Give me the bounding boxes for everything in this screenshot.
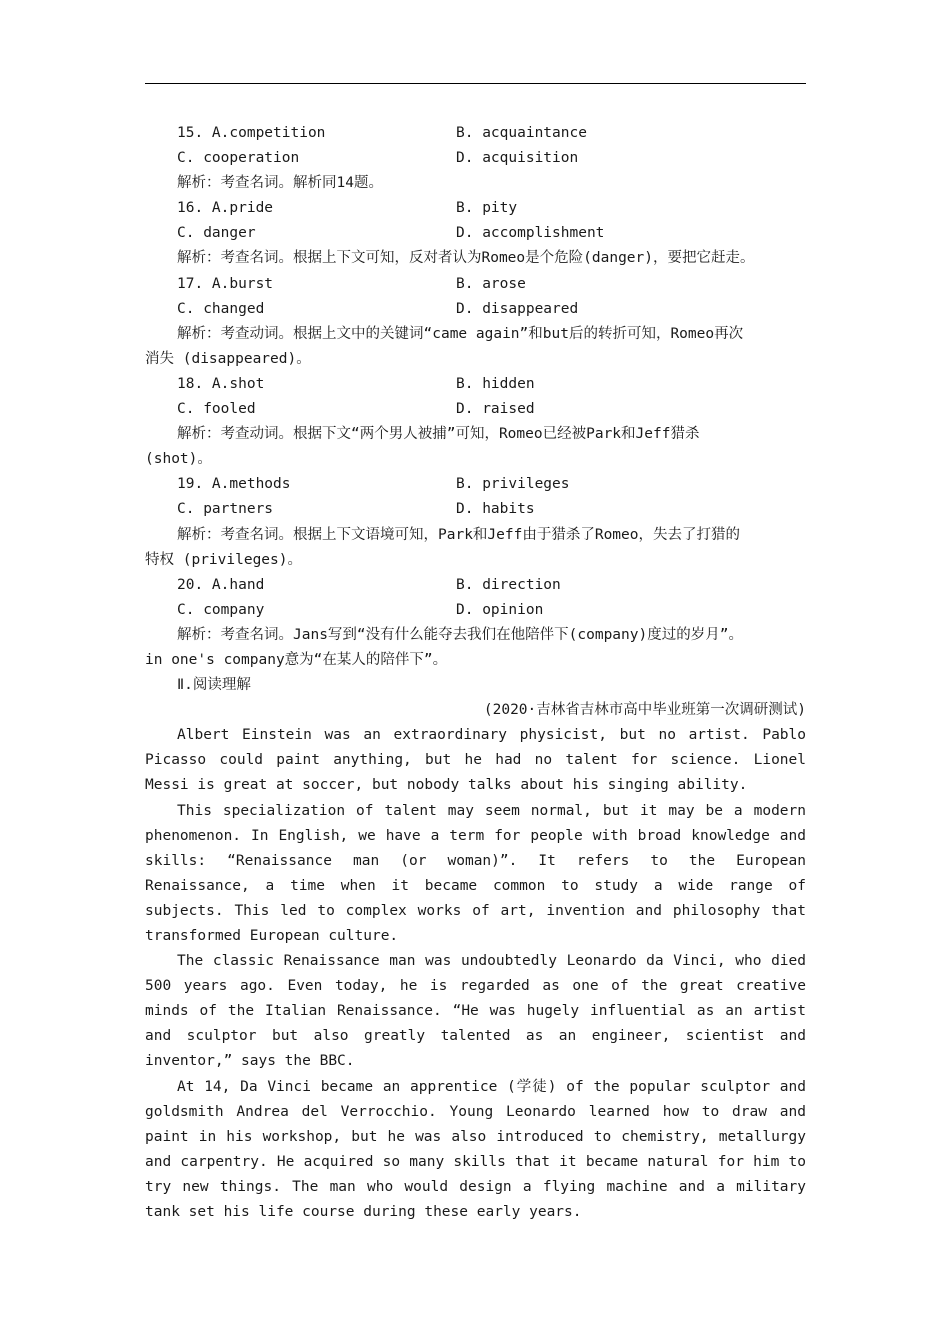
analysis-15: 解析：考查名词。解析同14题。 <box>177 175 383 192</box>
option-b: B. pity <box>456 200 518 217</box>
question-16-row-1 <box>145 196 806 221</box>
analysis-18-line-2: (shot)。 <box>145 451 212 468</box>
option-b: B. acquaintance <box>456 125 587 141</box>
question-17-row-1 <box>145 272 806 297</box>
question-15-row-1 <box>145 121 806 146</box>
option-b: B. privileges <box>456 476 570 493</box>
question-20-row-1 <box>145 573 806 598</box>
reading-paragraph: At 14, Da Vinci became an apprentice (学徒) of the popular sculptor and goldsmith Andrea del Verrocchio. Young Leonardo learned how to draw and paint in his workshop, but he was also introduced to chemistry, metallurgy and carpentry. He acquired so many skills that it became natural for him to try new things. The man who would design a flying machine and a military tank set his life course during these early years. <box>145 1078 806 1221</box>
analysis-20-line-1: 解析：考查名词。Jans写到“没有什么能夺去我们在他陪伴下(company)度过的岁月”。 <box>177 626 743 643</box>
option-d: D. accomplishment <box>456 225 605 242</box>
analysis-20-line-2: in one's company意为“在某人的陪伴下”。 <box>145 651 448 668</box>
question-17-row-2 <box>145 297 806 322</box>
option-b: B. hidden <box>456 375 535 392</box>
option-c: C. fooled <box>177 401 256 418</box>
question-20-row-2 <box>145 598 806 623</box>
option-a: 20. A.hand <box>177 576 265 593</box>
option-c: C. changed <box>177 300 265 317</box>
option-a: 18. A.shot <box>177 375 265 392</box>
analysis-19-line-1: 解析：考查名词。根据上下文语境可知，Park和Jeff由于猎杀了Romeo，失去了打猎的 <box>177 526 740 543</box>
option-b: B. arose <box>456 275 526 292</box>
option-c: C. company <box>177 601 265 618</box>
page-content <box>145 121 806 1225</box>
option-c: C. cooperation <box>177 150 300 167</box>
source-citation: (2020·吉林省吉林市高中毕业班第一次调研测试) <box>483 702 806 719</box>
analysis-17-line-1: 解析：考查动词。根据上文中的关键词“came again”和but后的转折可知，Romeo再次 <box>177 325 744 342</box>
analysis-19-line-2: 特权 (privileges)。 <box>145 551 302 568</box>
option-d: D. habits <box>456 501 535 518</box>
option-b: B. direction <box>456 576 561 593</box>
reading-paragraph: Albert Einstein was an extraordinary physicist, but no artist. Pablo Picasso could paint anything, but he had no talent for science. Lionel Messi is great at soccer, but nobody talks about his singing ability. <box>145 727 806 794</box>
analysis-16: 解析：考查名词。根据上下文可知，反对者认为Romeo是个危险(danger)，要把它赶走。 <box>177 250 755 267</box>
question-19-row-1 <box>145 472 806 497</box>
option-a: 15. A.competition <box>177 125 326 141</box>
option-c: C. partners <box>177 501 274 518</box>
option-a: 17. A.burst <box>177 275 274 292</box>
header-rule <box>145 83 806 84</box>
option-d: D. disappeared <box>456 300 579 317</box>
option-a: 16. A.pride <box>177 200 274 217</box>
reading-paragraph: The classic Renaissance man was undoubtedly Leonardo da Vinci, who died 500 years ago. Even today, he is regarded as one of the great creative minds of the Italian Renaissance. “He was hugely influential as an artist and sculptor but also greatly talented as an engineer, scientist and inventor,” says the BBC. <box>145 953 806 1070</box>
reading-paragraph: This specialization of talent may seem normal, but it may be a modern phenomenon. In English, we have a term for people with broad knowledge and skills: “Renaissance man (or woman)”. It refers to the European Renaissance, a time when it became common to study a wide range of subjects. This led to complex works of art, invention and philosophy that transformed European culture. <box>145 802 806 944</box>
question-18-row-1 <box>145 372 806 397</box>
option-d: D. opinion <box>456 601 544 618</box>
question-16-row-2 <box>145 221 806 246</box>
question-18-row-2 <box>145 397 806 422</box>
analysis-17-line-2: 消失 (disappeared)。 <box>145 350 311 367</box>
option-a: 19. A.methods <box>177 476 291 493</box>
question-19-row-2 <box>145 497 806 522</box>
option-d: D. acquisition <box>456 150 579 167</box>
option-d: D. raised <box>456 401 535 418</box>
option-c: C. danger <box>177 225 256 242</box>
section-heading: Ⅱ.阅读理解 <box>177 677 251 694</box>
analysis-18-line-1: 解析：考查动词。根据下文“两个男人被捕”可知，Romeo已经被Park和Jeff猎杀 <box>177 426 700 443</box>
question-15-row-2 <box>145 146 806 171</box>
